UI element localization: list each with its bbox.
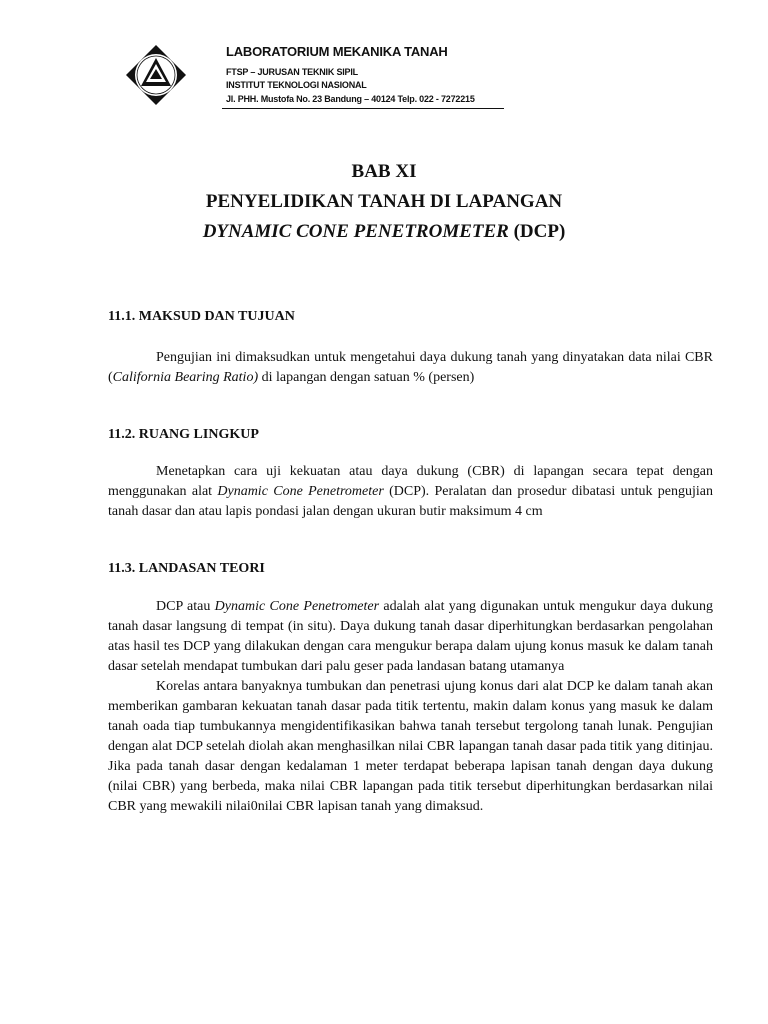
- laboratory-logo-icon: [125, 44, 187, 106]
- section-heading-scope: 11.2. RUANG LINGKUP: [108, 427, 259, 442]
- paragraph: Pengujian ini dimaksudkan untuk mengetahui daya dukung tanah yang dinyatakan data nilai CBR (California Bearing Ratio) di lapangan dengan satuan % (persen): [108, 350, 713, 385]
- chapter-subtitle: [0, 221, 768, 243]
- section-heading-theory: 11.3. LANDASAN TEORI: [108, 561, 265, 576]
- paragraph: DCP atau Dynamic Cone Penetrometer adalah alat yang digunakan untuk mengukur daya dukung tanah dasar langsung di tempat (in situ). Daya dukung tanah dasar diperhitungkan berdasarkan pengolahan atas hasil tes DCP yang dilakukan dengan cara mengukur berapa dalam ujung konus masuk ke dalam tanah dasar setelah mendapat tumbukan dari palu geser pada landasan batang utamanya: [108, 599, 713, 674]
- paragraph: Korelas antara banyaknya tumbukan dan penetrasi ujung konus dari alat DCP ke dalam tanah akan memberikan gambaran kekuatan tanah dasar pada titik tertentu, makin dalam konus yang masuk ke dalam tanah oada tiap tumbukannya mengidentifikasikan bahwa tanah tersebut tergolong tanah lunak. Pengujian dengan alat DCP setelah diolah akan menghasilkan nilai CBR lapangan tanah dasar pada titik yang ditinjau. Jika pada tanah dasar dengan kedalaman 1 meter terdapat beberapa lapisan tanah dengan daya dukung (nilai CBR) yang berbeda, maka nilai CBR lapangan pada titik tersebut diperhitungkan berdasarkan nilai CBR yang mewakili nilai0nilai CBR lapisan tanah yang dimaksud.: [108, 679, 713, 814]
- letterhead-lab-name: LABORATORIUM MEKANIKA TANAH: [226, 44, 448, 59]
- paragraph: Menetapkan cara uji kekuatan atau daya dukung (CBR) di lapangan secara tepat dengan menggunakan alat Dynamic Cone Penetrometer (DCP). Peralatan dan prosedur dibatasi untuk pengujian tanah dasar dan atau lapis pondasi jalan dengan ukuran butir maksimum 4 cm: [108, 464, 713, 519]
- letterhead-divider: [222, 108, 504, 109]
- section-body-purpose: [108, 348, 713, 388]
- letterhead-institute: INSTITUT TEKNOLOGI NASIONAL: [226, 80, 367, 90]
- letterhead-department: FTSP – JURUSAN TEKNIK SIPIL: [226, 67, 358, 77]
- chapter-main-title: PENYELIDIKAN TANAH DI LAPANGAN: [205, 191, 563, 212]
- letterhead-address: Jl. PHH. Mustofa No. 23 Bandung – 40124 Telp. 022 - 7272215: [226, 94, 475, 104]
- subtitle-tail: (DCP): [508, 221, 566, 242]
- chapter-title: BAB XI: [351, 161, 417, 182]
- section-heading-purpose: 11.1. MAKSUD DAN TUJUAN: [108, 309, 295, 324]
- section-body-theory: [108, 597, 713, 817]
- subtitle-italic: DYNAMIC CONE PENETROMETER: [202, 221, 509, 242]
- section-body-scope: [108, 462, 713, 522]
